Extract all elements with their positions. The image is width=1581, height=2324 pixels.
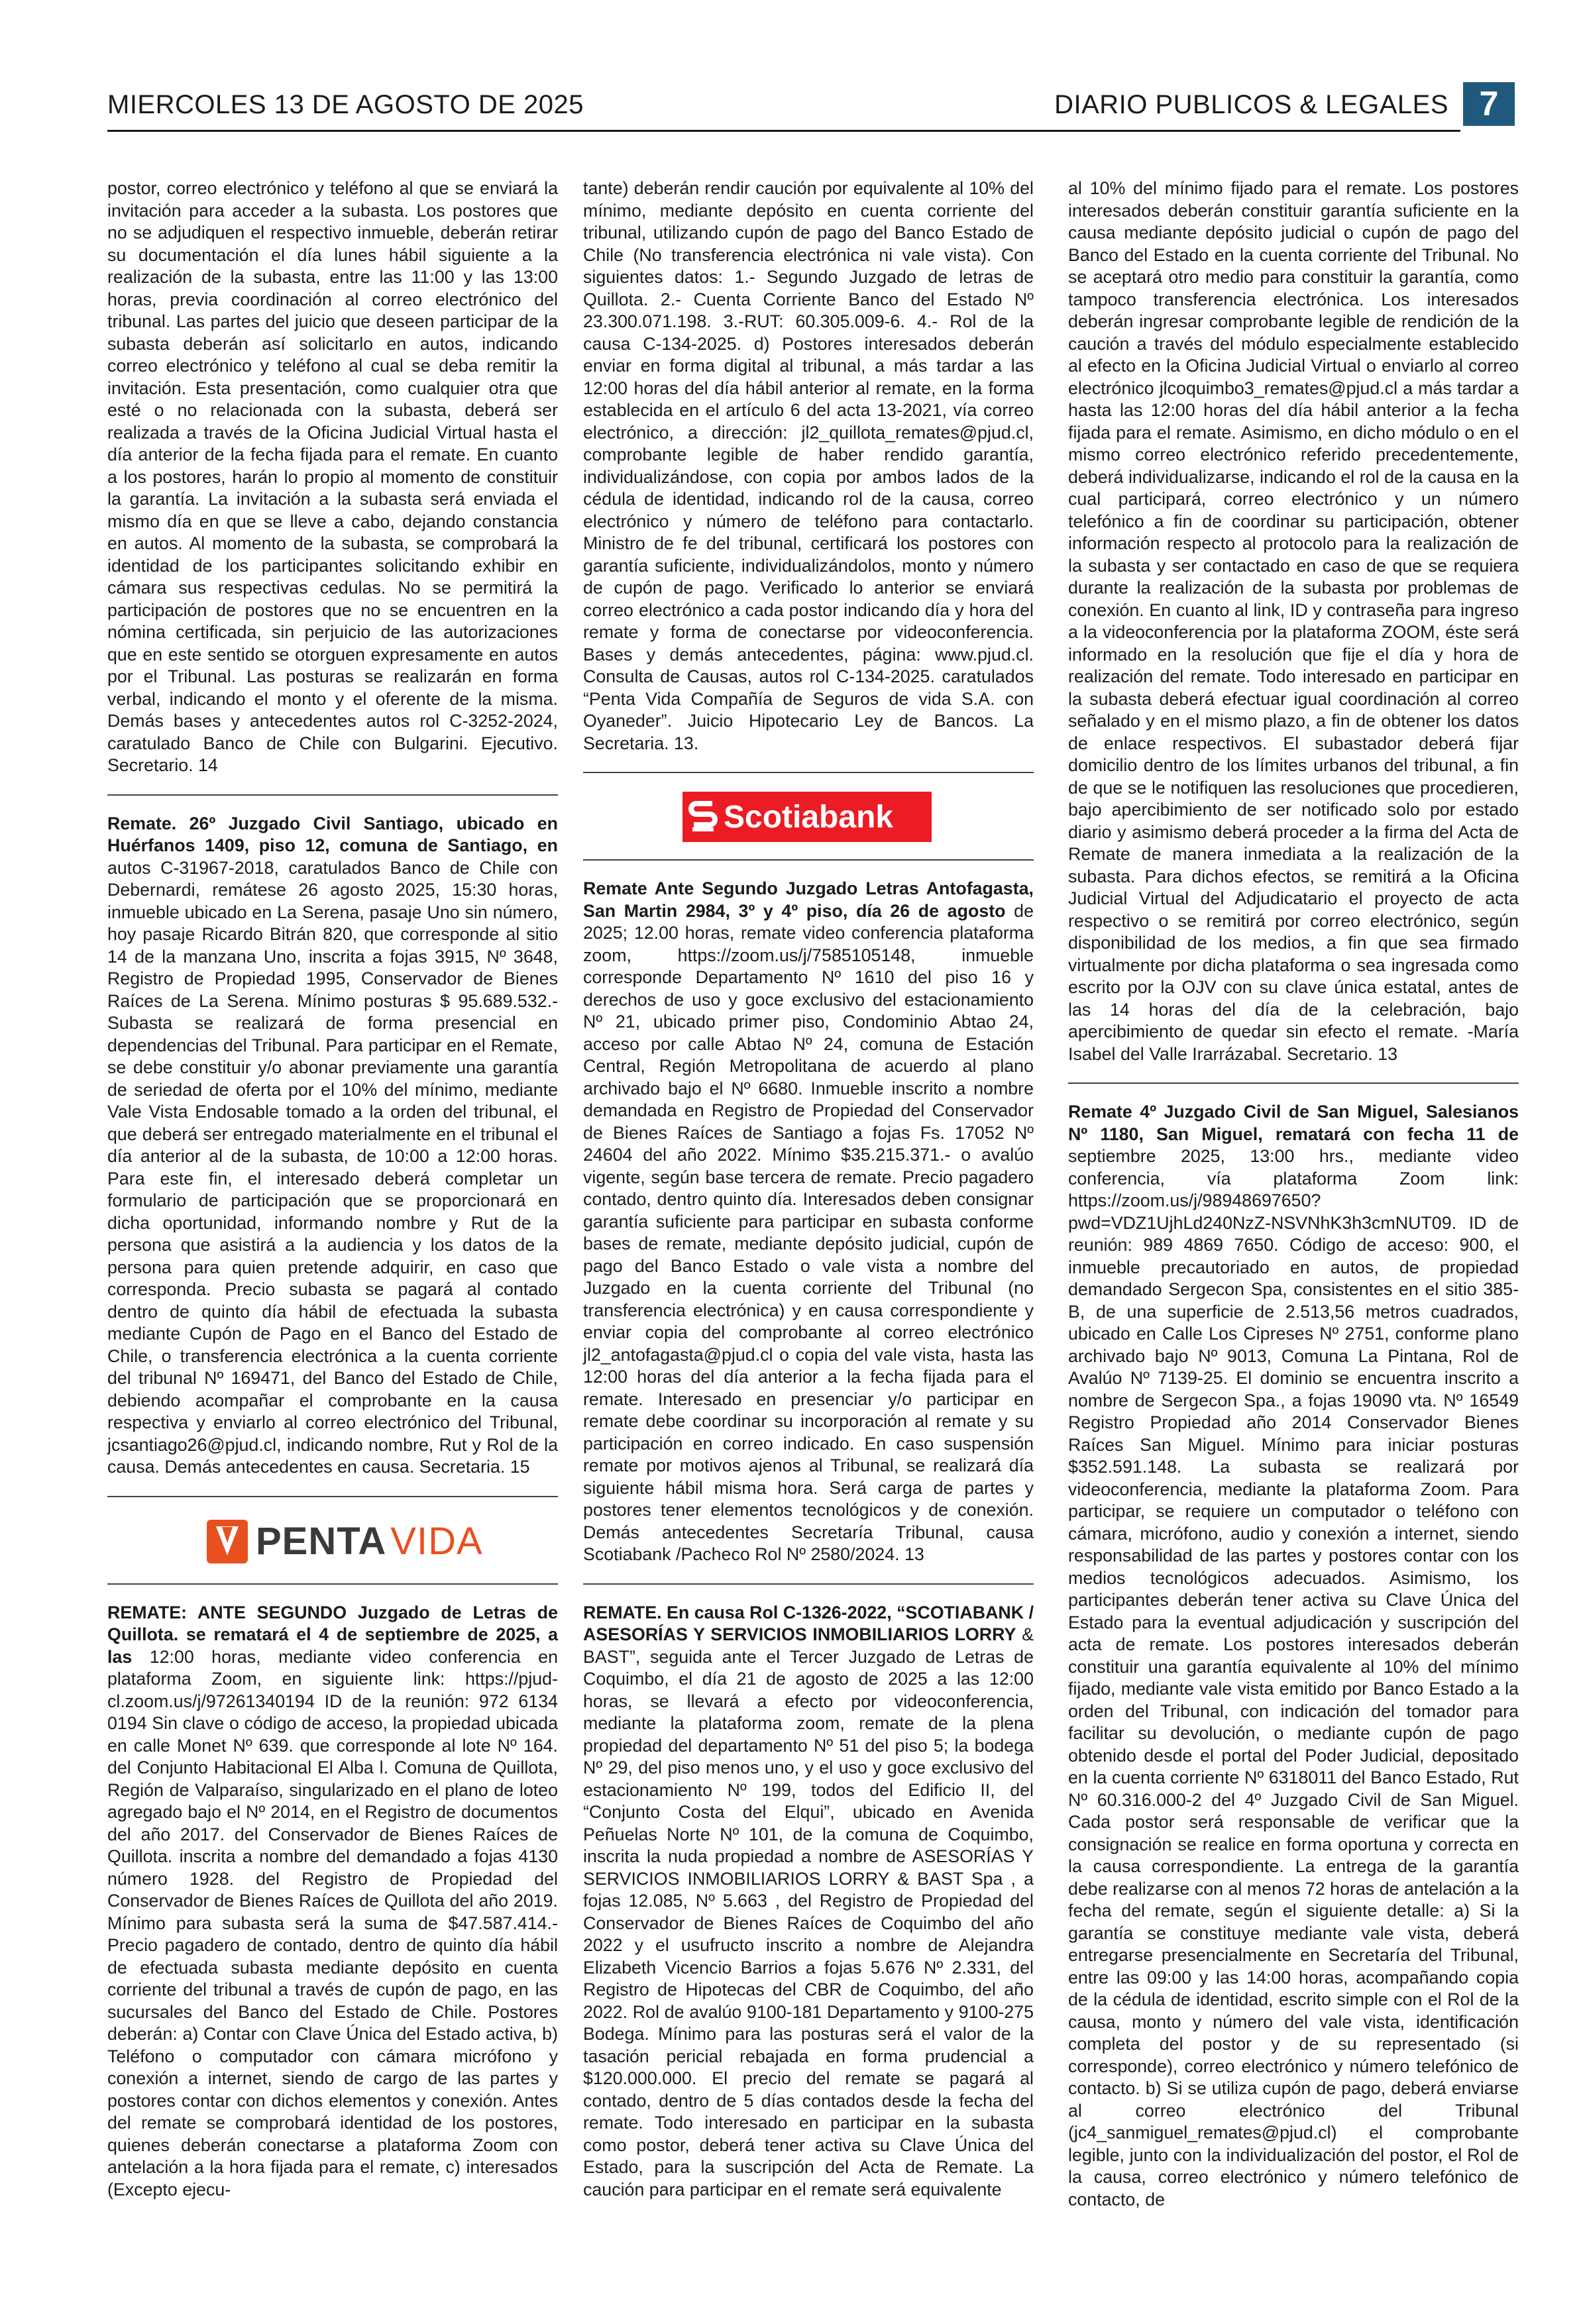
scotiabank-s-icon — [682, 792, 724, 842]
divider — [583, 772, 1034, 773]
scotiabank-logo-text: Scotiabank — [724, 799, 894, 835]
notice-remate-quillota — [107, 1602, 558, 2201]
notice-continuation — [583, 178, 1034, 755]
notice-body: autos C-31967-2018, caratulados Banco de Chile con Debernardi, remátese 26 agosto 2025, 15:30 horas, inmueble ubicado en La Serena, pasaje Uno sin número, hoy pasaje Ricardo Bitrán 820, que corresponde al sitio 14 de la manzana Uno, inscrita a fojas 3915, Nº 3648, Registro de Propiedad 1995, Conservador de Bienes Raíces de La Serena. Mínimo posturas $ 95.689.532.- Subasta se realizará de forma presencial en dependencias del Tribunal. Para participar en el Remate, se debe constituir y/o abonar previamente una garantía de seriedad de oferta por el 10% del mínimo, mediante Vale Vista Endosable tomado a la orden del tribunal, el que deberá ser entregado materialmente en el tribunal el día anterior al de la subasta, de 10:00 a 12:00 horas. Para este fin, el interesado deberá completar un formulario de participación que se proporcionará en dicha oportunidad, informando nombre y Rut de la persona que asistirá a la audiencia y los datos de la persona para quien pretende adquirir, en caso que corresponda. Precio subasta se pagará al contado dentro de quinto día hábil de efectuada la subasta mediante Cupón de Pago en el Banco del Estado de Chile, o transferencia electrónica a la cuenta corriente del tribunal Nº 169471, del Banco del Estado de Chile, debiendo acompañar el comprobante en la causa respectiva y enviarlo al correo electrónico del Tribunal, jcsantiago26@pjud.cl, indicando nombre, Rut y Rol de la causa. Demás antecedentes en causa. Secretaria. 15 — [107, 857, 558, 1477]
notice-body: septiembre 2025, 13:00 hrs., mediante video conferencia, vía plataforma Zoom link: https://zoom.us/j/98948697650?pwd=VDZ1UjhLd240NzZ-NSVNhK3h3cmNUT09. ID de reunión: 989 4869 7650. Código de acceso: 900, el inmueble precautoriado en autos, de propiedad demandado Sergecon Spa, consistentes en el sitio 385-B, de una superficie de 2.513,56 metros cuadrados, ubicado en Calle Los Cipreses Nº 2751, conforme plano archivado bajo Nº 9013, Comuna La Pintana, Rol de Avalúo Nº 7139-25. El dominio se encuentra inscrito a nombre de Sergecon Spa., a fojas 19090 vta. Nº 16549 Registro Propiedad año 2014 Conservador Bienes Raíces San Miguel. Mínimo para iniciar posturas $352.591.148. La subasta se realizará por videoconferencia, mediante la plataforma Zoom. Para participar, se requiere un computador o teléfono con cámara, micrófono, audio y conexión a internet, siendo responsabilidad de las partes y postores contar con los medios tecnológicos adecuados. Asimismo, los participantes deberán tener activa su Clave Única del Estado para la eventual adjudicación y suscripción del acta de remate. Los postores interesados deberán constituir una garantía equivalente al 10% del mínimo fijado, mediante vale vista emitido por Banco Estado a la orden del Tribunal, con indicación del tomador para facilitar su devolución, o mediante cupón de pago obtenido desde el portal del Poder Judicial, depositado en la cuenta corriente Nº 6318011 del Banco Estado, Rut Nº 60.316.000-2 del 4º Juzgado Civil de San Miguel. Cada postor será responsable de verificar que la consignación se realice en forma oportuna y correcta en la causa correspondiente. La entrega de la garantía debe realizarse con al menos 72 horas de antelación a la fecha del remate, según el siguiente detalle: a) Si la garantía se constituye mediante vale vista, deberá entregarse presencialmente en Secretaría del Tribunal, entre las 09:00 y las 14:00 horas, acompañando copia de la cédula de identidad, escrito simple con el Rol de la causa, monto y número del vale vista, identificación completa del postor y de su representado (si corresponde), correo electrónico y número telefónico de contacto. b) Si se utiliza cupón de pago, deberá enviarse al correo electrónico del Tribunal (jc4_sanmiguel_remates@pjud.cl) el comprobante legible, junto con la individualización del postor, el Rol de la causa, correo electrónico y número telefónico de contacto, de — [1068, 1146, 1519, 2209]
notice-remate-coquimbo — [583, 1602, 1034, 2201]
notice-continuation — [1068, 178, 1519, 1065]
notice-remate-antofagasta — [583, 878, 1034, 1566]
divider — [583, 859, 1034, 861]
notice-heading: Remate. 26º Juzgado Civil Santiago, ubicado en Huérfanos 1409, piso 12, comuna de Santiago, en — [107, 813, 558, 855]
issue-date: MIERCOLES 13 DE AGOSTO DE 2025 — [107, 90, 584, 119]
column-2 — [583, 178, 1034, 2201]
notice-heading: REMATE. En causa Rol C-1326-2022, “SCOTIABANK / ASESORÍAS Y SERVICIOS INMOBILIARIOS LORRY — [583, 1602, 1034, 1644]
pentavida-logo-text: PENTA — [256, 1520, 387, 1563]
divider — [107, 1496, 558, 1497]
divider — [107, 794, 558, 796]
notice-body: tante) deberán rendir caución por equivalente al 10% del mínimo, mediante depósito en cuenta corriente del tribunal, utilizando cupón de pago del Banco Estado de Chile (No transferencia electrónica ni vale vista). Con siguientes datos: 1.- Segundo Juzgado de letras de Quillota. 2.- Cuenta Corriente Banco del Estado Nº 23.300.071.198. 3.-RUT: 60.305.009-6. 4.- Rol de la causa C-134-2025. d) Postores interesados deberán enviar en forma digital al tribunal, a más tardar a las 12:00 horas del día hábil anterior al remate, en la forma establecida en el artículo 6 del acta 13-2021, vía correo electrónico, a dirección: jl2_quillota_remates@pjud.cl, comprobante legible de haber rendido garantía, individualizándose, con copia por ambos lados de la cédula de identidad, indicando rol de la causa, correo electrónico y número de teléfono para contactarlo. Ministro de fe del tribunal, certificará los postores con garantía suficiente, individualizándolos, monto y número de cupón de pago. Verificado lo anterior se enviará correo electrónico a cada postor indicando día y hora del remate y forma de conectarse por videoconferencia. Bases y demás antecedentes, página: www.pjud.cl. Consulta de Causas, autos rol C-134-2025. caratulados “Penta Vida Compañía de Seguros de vida S.A. con Oyaneder”. Juicio Hipotecario Ley de Bancos. La Secretaria. 13. — [583, 178, 1034, 753]
header-rule — [107, 130, 1460, 132]
column-3 — [1068, 178, 1519, 2211]
notice-body: & BAST”, seguida ante el Tercer Juzgado de Letras de Coquimbo, el día 21 de agosto de 2025 a las 12:00 horas, se llevará a efecto por videoconferencia, mediante la plataforma zoom, remate de la plena propiedad del departamento Nº 51 del piso 5; la bodega Nº 29, del piso menos uno, y el uso y goce exclusivo del estacionamiento Nº 199, todos del Edificio II, del “Conjunto Costa del Elqui”, ubicado en Avenida Peñuelas Norte Nº 101, de la comuna de Coquimbo, inscrita la nuda propiedad a nombre de ASESORÍAS Y SERVICIOS INMOBILIARIOS LORRY & BAST Spa , a fojas 12.085, Nº 5.663 , del Registro de Propiedad del Conservador de Bienes Raíces de Coquimbo del año 2022 y el usufructo inscrito a nombre de Alejandra Elizabeth Vicencio Barrios a fojas 5.676 Nº 2.331, del Registro de Hipotecas del CBR de Coquimbo, del año 2022. Rol de avalúo 9100-181 Departamento y 9100-275 Bodega. Mínimo para las posturas será el valor de la tasación pericial rebajada en forma prudencial a $120.000.000. El precio del remate se pagará al contado, dentro de 5 días contados desde la fecha del remate. Todo interesado en participar en la subasta como postor, deberá tener activa su Clave Única del Estado, para la suscripción del Acta de Remate. La caución para participar en el remate será equivalente — [583, 1624, 1034, 2199]
notice-heading: REMATE: ANTE SEGUNDO Juzgado de Letras de Quillota. se rematará el 4 de septiembre de 2025, a las — [107, 1602, 558, 1667]
notice-continuation — [107, 178, 558, 777]
notice-body: de 2025; 12.00 horas, remate video conferencia plataforma zoom, https://zoom.us/j/7585105148, inmueble corresponde Departamento Nº 1610 del piso 16 y derechos de uso y goce exclusivo del estacionamiento Nº 21, ubicado primer piso, Condominio Abtao 24, acceso por calle Abtao Nº 24, comuna de Estación Central, Región Metropolitana de acuerdo al plano archivado bajo el Nº 6680. Inmueble inscrito a nombre demandada en Registro de Propiedad del Conservador de Bienes Raíces de Santiago a fojas Fs. 17052 Nº 24604 del año 2022. Mínimo $35.215.371.- o avalúo vigente, según base tercera de remate. Precio pagadero contado, dentro quinto día. Interesados deben consignar garantía suficiente para participar en subasta conforme bases de remate, mediante depósito judicial, cupón de pago del Banco Estado o vale vista a nombre del Juzgado en la cuenta corriente del Tribunal (no transferencia electrónica) y en causa correspondiente y enviar copia del comprobante al correo electrónico jl2_antofagasta@pjud.cl o copia del vale vista, hasta las 12:00 horas del día anterior a la fecha fijada para el remate. Interesado en presenciar y/o participar en remate debe coordinar su incorporación al remate y su participación en correo indicado. En caso suspensión remate por motivos ajenos al Tribunal, se realizará día siguiente hábil misma hora. Será carga de partes y postores tener elementos tecnológicos y de conexión. Demás antecedentes Secretaría Tribunal, causa Scotiabank /Pacheco Rol Nº 2580/2024. 13 — [583, 900, 1034, 1564]
notice-body: al 10% del mínimo fijado para el remate. Los postores interesados deberán constituir garantía suficiente en la causa mediante depósito judicial o cupón de pago del Banco del Estado en la cuenta corriente del Tribunal. No se aceptará otro medio para constituir la garantía, como tampoco transferencia electrónica. Los interesados deberán ingresar comprobante legible de rendición de la caución a través del módulo especialmente establecido al efecto en la Oficina Judicial Virtual o enviarlo al correo electrónico jlcoquimbo3_remates@pjud.cl a más tardar a hasta las 12:00 horas del día hábil anterior a la fecha fijada para el remate. Asimismo, en dicho módulo o en el mismo correo electrónico referido precedentemente, deberá individualizarse, indicando el rol de la causa en la cual participará, correo electrónico y un número telefónico a fin de coordinar su participación, obtener información respecto al protocolo para la realización de la subasta y ser contactado en caso de que se requiera durante la realización de la subasta por problemas de conexión. En cuanto al link, ID y contraseña para ingreso a la videoconferencia por la plataforma ZOOM, éste será informado en la resolución que fije el día y hora de realización del remate. Todo interesado en participar en la subasta deberá efectuar igual coordinación al correo señalado y en el mismo plazo, a fin de obtener los datos de enlace respectivos. El subastador deberá fijar domicilio dentro de los límites urbanos del tribunal, a fin de que se le notifiquen las resoluciones que procedieren, bajo apercibimiento de ser notificado solo por estado diario y asimismo deberá proceder a la firma del Acta de Remate de manera inmediata a la realización de la subasta. Para dichos efectos, se remitirá a la Oficina Judicial Virtual del Adjudicatario el proyecto de acta respectivo o se remitirá por correo electrónico, según disponibilidad de los medios, a fin que sea firmado virtualmente por dicha plataforma o sea ingresada como escrito por la OJV con su clave única estatal, antes de las 14 horas del día de la celebración, bajo apercibimiento de quedar sin efecto el remate. -María Isabel del Valle Irarrázabal. Secretario. 13 — [1068, 178, 1519, 1064]
column-1 — [107, 178, 558, 2201]
notice-heading: Remate 4º Juzgado Civil de San Miguel, Salesianos Nº 1180, San Miguel, rematará con fecha 11 de — [1068, 1102, 1519, 1144]
page-number: 7 — [1463, 82, 1515, 126]
divider — [1068, 1083, 1519, 1084]
notice-body: 12:00 horas, mediante video conferencia en plataforma Zoom, en siguiente link: https://pjud-cl.zoom.us/j/97261340194 ID de la reunión: 972 6134 0194 Sin clave o código de acceso, la propiedad ubicada en calle Monet Nº 639. que corresponde al lote Nº 164. del Conjunto Habitacional El Alba l. Comuna de Quillota, Región de Valparaíso, singularizado en el plano de loteo agregado bajo el Nº 2014, en el Registro de documentos del año 2017. del Conservador de Bienes Raíces de Quillota. inscrita a nombre del demandado a fojas 4130 número 1928. del Registro de Propiedad del Conservador de Bienes Raíces de Quillota del año 2019. Mínimo para subasta será la suma de $47.587.414.- Precio pagadero de contado, dentro de quinto día hábil de efectuada subasta mediante depósito en cuenta corriente del tribunal a través de cupón de pago, en las sucursales del Banco del Estado de Chile. Postores deberán: a) Contar con Clave Única del Estado activa, b) Teléfono o computador con cámara micrófono y conexión a internet, siendo de cargo de las partes y postores contar con dichos elementos y conexión. Antes del remate se comprobará identidad de los postores, quienes deberán conectarse a plataforma Zoom con antelación a la hora fijada para el remate, c) interesados (Excepto ejecu- — [107, 1646, 558, 2199]
pentavida-v-icon — [207, 1520, 248, 1563]
pentavida-logo — [107, 1501, 558, 1579]
page-header — [107, 85, 1515, 126]
notice-heading: Remate Ante Segundo Juzgado Letras Antofagasta, San Martin 2984, 3º y 4º piso, día 26 de agosto — [583, 878, 1034, 921]
notice-remate-san-miguel — [1068, 1101, 1519, 2211]
pentavida-logo-text-accent: VIDA — [390, 1520, 483, 1563]
divider — [107, 1583, 558, 1585]
divider — [583, 1583, 1034, 1585]
notice-remate-26-juzgado-santiago — [107, 813, 558, 1479]
publication-name: DIARIO PUBLICOS & LEGALES — [1054, 90, 1448, 119]
notice-body: postor, correo electrónico y teléfono al que se enviará la invitación para acceder a la subasta. Los postores que no se adjudiquen el respectivo inmueble, deberán retirar su documentación el día lunes hábil siguiente a la realización de la subasta, entre las 11:00 y las 13:00 horas, previa coordinación al correo electrónico del tribunal. Las partes del juicio que deseen participar de la subasta deberán así solicitarlo en autos, indicando correo electrónico y teléfono al cual se deba remitir la invitación. Esta presentación, como cualquier otra que esté o no relacionada con la subasta, deberá ser realizada a través de la Oficina Judicial Virtual hasta el día anterior de la fecha fijada para el remate. En cuanto a los postores, harán lo propio al momento de constituir la garantía. La invitación a la subasta será enviada el mismo día en que se lleve a cabo, dejando constancia en autos. Al momento de la subasta, se comprobará la identidad de los participantes solicitando exhibir en cámara sus respectivas cedulas. No se permitirá la participación de postores que no se encuentren en la nómina certificada, sin perjuicio de las autorizaciones que en este sentido se otorguen expresamente en autos por el Tribunal. Las posturas se realizarán en forma verbal, indicando el monto y el oferente de la misma. Demás bases y antecedentes autos rol C-3252-2024, caratulado Banco de Chile con Bulgarini. Ejecutivo. Secretario. 14 — [107, 178, 558, 775]
scotiabank-logo — [583, 777, 1034, 855]
